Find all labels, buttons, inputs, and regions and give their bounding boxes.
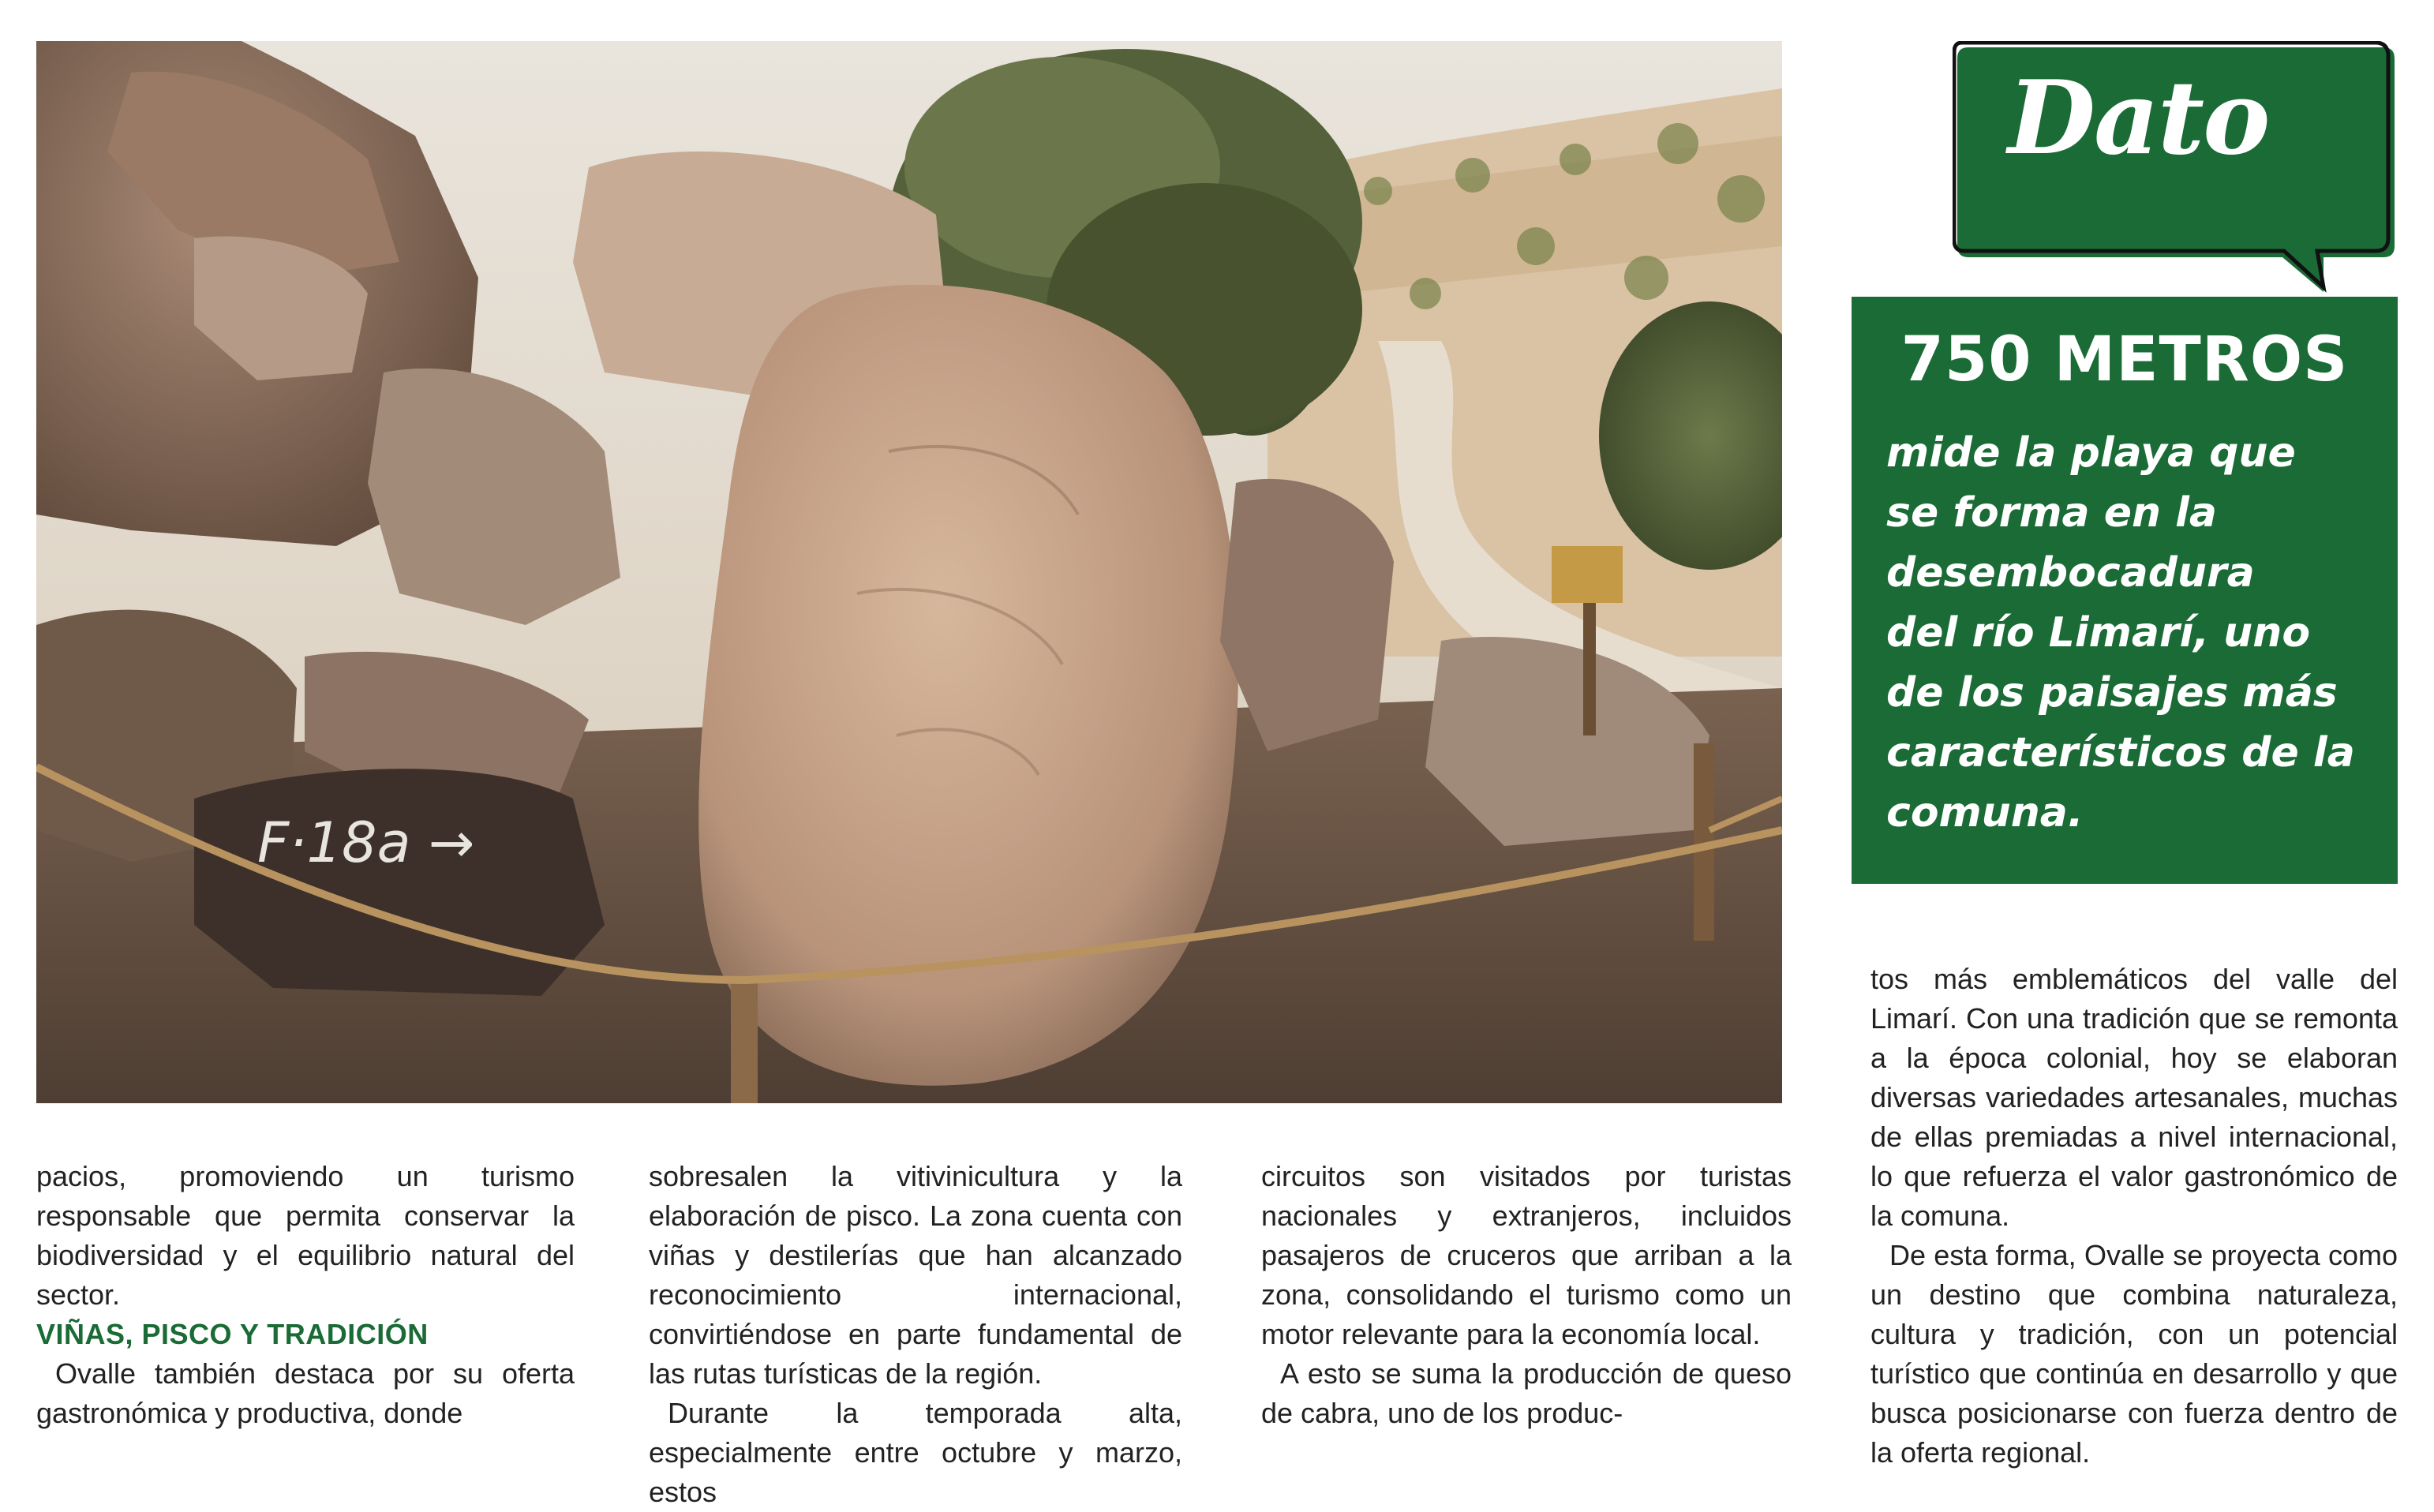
article-column-4: [1870, 960, 2398, 1473]
fact-line: característicos de la: [1886, 729, 2355, 777]
fact-line: del río Limarí, uno: [1886, 609, 2311, 657]
article-paragraph: sobresalen la vitivinicultura y la elaboración de pisco. La zona cuenta con viñas y destilerías que han alcanzado reconocimiento internacional, convirtiéndose en parte fundamental de las rutas turísticas de la región.: [649, 1160, 1182, 1390]
fact-text: [1886, 423, 2376, 843]
article-paragraph: De esta forma, Ovalle se proyecta como un destino que combina naturaleza, cultura y tradición, con un potencial turístico que continúa en desarrollo y que busca posicionarse con fuerza dentro de la oferta regional.: [1870, 1239, 2398, 1469]
dato-label: Dato: [2008, 59, 2269, 178]
petroglyph-rocks-illustration: [36, 41, 1782, 1103]
article-paragraph: Ovalle también destaca por su oferta gastronómica y productiva, donde: [36, 1357, 575, 1429]
article-paragraph: A esto se suma la producción de queso de cabra, uno de los produc-: [1261, 1357, 1792, 1429]
fact-line: comuna.: [1886, 789, 2084, 836]
fact-line: desembocadura: [1886, 549, 2255, 597]
fact-line: de los paisajes más: [1886, 669, 2338, 717]
fact-line: mide la playa que: [1886, 429, 2296, 477]
article-photo: [36, 41, 1782, 1103]
article-column-3: [1261, 1157, 1792, 1433]
article-paragraph: pacios, promoviendo un turismo responsable que permita conservar la biodiversidad y el equilibrio natural del sector.: [36, 1160, 575, 1311]
fact-box: [1852, 297, 2398, 884]
article-paragraph: tos más emblemáticos del valle del Limarí. Con una tradición que se remonta a la época colonial, hoy se elaboran diversas variedades artesanales, muchas de ellas premiadas a nivel internacional, lo que refuerza el valor gastronómico de la comuna.: [1870, 963, 2398, 1232]
article-column-1: [36, 1157, 575, 1433]
section-subhead: VIÑAS, PISCO Y TRADICIÓN: [36, 1318, 429, 1350]
fact-line: se forma en la: [1886, 489, 2217, 537]
article-paragraph: Durante la temporada alta, especialmente entre octubre y marzo, estos: [649, 1397, 1182, 1508]
dato-badge: [1953, 41, 2402, 294]
article-column-2: [649, 1157, 1182, 1512]
fact-headline: 750 METROS: [1900, 324, 2349, 395]
article-paragraph: circuitos son visitados por turistas nacionales y extranjeros, incluidos pasajeros de cruceros que arriban a la zona, consolidando el turismo como un motor relevante para la economía local.: [1261, 1160, 1792, 1350]
rock-marking-text: F·18a →: [257, 810, 475, 875]
